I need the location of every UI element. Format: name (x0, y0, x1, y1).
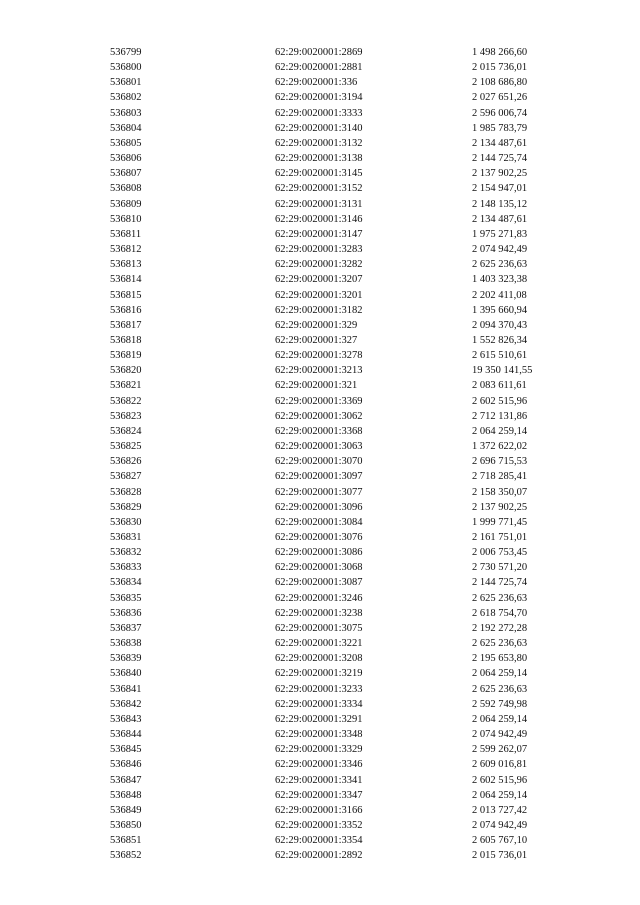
cadastral-number-cell: 62:29:0020001:3152 (275, 183, 363, 195)
table-row (110, 545, 580, 560)
table-row (110, 757, 580, 772)
cadastral-number-cell: 62:29:0020001:3329 (275, 744, 363, 756)
table-row (110, 560, 580, 575)
cadastral-number-cell: 62:29:0020001:3238 (275, 607, 363, 619)
table-row (110, 363, 580, 378)
cadastral-value-cell: 2 730 571,20 (472, 562, 528, 574)
row-id-cell: 536805 (110, 137, 142, 149)
table-row (110, 788, 580, 803)
cadastral-number-cell: 62:29:0020001:3233 (275, 683, 363, 695)
table-row (110, 151, 580, 166)
cadastral-value-cell: 2 094 370,43 (472, 319, 528, 331)
row-id-cell: 536843 (110, 713, 142, 725)
table-row (110, 454, 580, 469)
row-id-cell: 536833 (110, 562, 142, 574)
cadastral-value-cell: 2 625 236,63 (472, 259, 528, 271)
table-row (110, 712, 580, 727)
cadastral-value-cell: 1 975 271,83 (472, 228, 528, 240)
table-row (110, 530, 580, 545)
cadastral-value-cell: 1 999 771,45 (472, 516, 528, 528)
cadastral-number-cell: 62:29:0020001:3207 (275, 274, 363, 286)
row-id-cell: 536837 (110, 622, 142, 634)
table-row (110, 333, 580, 348)
cadastral-value-cell: 2 064 259,14 (472, 425, 528, 437)
cadastral-number-cell: 62:29:0020001:3070 (275, 456, 363, 468)
table-row (110, 742, 580, 757)
table-row (110, 682, 580, 697)
cadastral-number-cell: 62:29:0020001:3219 (275, 668, 363, 680)
table-row (110, 727, 580, 742)
table-row (110, 212, 580, 227)
table-row (110, 666, 580, 681)
cadastral-value-cell: 2 609 016,81 (472, 759, 528, 771)
row-id-cell: 536836 (110, 607, 142, 619)
cadastral-number-cell: 62:29:0020001:329 (275, 319, 358, 331)
cadastral-value-cell: 2 108 686,80 (472, 77, 528, 89)
row-id-cell: 536846 (110, 759, 142, 771)
cadastral-number-cell: 62:29:0020001:3348 (275, 729, 363, 741)
cadastral-value-cell: 2 015 736,01 (472, 62, 528, 74)
cadastral-value-cell: 2 599 262,07 (472, 744, 528, 756)
cadastral-number-cell: 62:29:0020001:3140 (275, 122, 363, 134)
table-row (110, 303, 580, 318)
row-id-cell: 536851 (110, 835, 142, 847)
table-row (110, 136, 580, 151)
table-row (110, 500, 580, 515)
row-id-cell: 536834 (110, 577, 142, 589)
row-id-cell: 536830 (110, 516, 142, 528)
row-id-cell: 536825 (110, 441, 142, 453)
cadastral-value-cell: 2 712 131,86 (472, 410, 528, 422)
row-id-cell: 536852 (110, 850, 142, 862)
cadastral-number-cell: 62:29:0020001:3182 (275, 304, 363, 316)
cadastral-value-cell: 2 074 942,49 (472, 729, 528, 741)
row-id-cell: 536801 (110, 77, 142, 89)
cadastral-number-cell: 62:29:0020001:3062 (275, 410, 363, 422)
cadastral-value-cell: 2 618 754,70 (472, 607, 528, 619)
row-id-cell: 536810 (110, 213, 142, 225)
table-row (110, 575, 580, 590)
row-id-cell: 536814 (110, 274, 142, 286)
cadastral-value-cell: 2 625 236,63 (472, 592, 528, 604)
cadastral-number-cell: 62:29:0020001:327 (275, 334, 358, 346)
cadastral-number-cell: 62:29:0020001:321 (275, 380, 358, 392)
cadastral-number-cell: 62:29:0020001:3221 (275, 638, 363, 650)
row-id-cell: 536813 (110, 259, 142, 271)
cadastral-value-cell: 2 592 749,98 (472, 698, 528, 710)
table-row (110, 75, 580, 90)
row-id-cell: 536848 (110, 789, 142, 801)
cadastral-number-cell: 62:29:0020001:336 (275, 77, 358, 89)
row-id-cell: 536850 (110, 819, 142, 831)
row-id-cell: 536802 (110, 92, 142, 104)
table-row (110, 818, 580, 833)
cadastral-value-cell: 2 074 942,49 (472, 819, 528, 831)
table-row (110, 257, 580, 272)
row-id-cell: 536823 (110, 410, 142, 422)
row-id-cell: 536821 (110, 380, 142, 392)
cadastral-number-cell: 62:29:0020001:3283 (275, 244, 363, 256)
row-id-cell: 536841 (110, 683, 142, 695)
cadastral-value-cell: 19 350 141,55 (472, 365, 533, 377)
cadastral-number-cell: 62:29:0020001:3194 (275, 92, 363, 104)
row-id-cell: 536824 (110, 425, 142, 437)
table-row (110, 409, 580, 424)
table-row (110, 697, 580, 712)
cadastral-number-cell: 62:29:0020001:3076 (275, 532, 363, 543)
cadastral-number-cell: 62:29:0020001:3213 (275, 365, 363, 377)
table-row (110, 651, 580, 666)
cadastral-value-cell: 2 596 006,74 (472, 107, 528, 119)
cadastral-value-cell: 2 137 902,25 (472, 168, 528, 180)
row-id-cell: 536835 (110, 592, 142, 604)
cadastral-value-cell: 2 202 411,08 (472, 289, 527, 301)
row-id-cell: 536847 (110, 774, 142, 786)
cadastral-value-cell: 1 985 783,79 (472, 122, 528, 134)
cadastral-number-cell: 62:29:0020001:3138 (275, 153, 363, 165)
cadastral-value-cell: 2 605 767,10 (472, 835, 528, 847)
table-row (110, 181, 580, 196)
cadastral-value-cell: 2 083 611,61 (472, 380, 527, 392)
cadastral-number-cell: 62:29:0020001:3368 (275, 425, 363, 437)
cadastral-value-cell: 2 615 510,61 (472, 350, 528, 362)
cadastral-number-cell: 62:29:0020001:3246 (275, 592, 363, 604)
row-id-cell: 536811 (110, 228, 142, 240)
table-row (110, 272, 580, 287)
table-row (110, 833, 580, 848)
cadastral-number-cell: 62:29:0020001:3077 (275, 486, 363, 498)
row-id-cell: 536815 (110, 289, 142, 301)
table-row (110, 90, 580, 105)
row-id-cell: 536807 (110, 168, 142, 180)
cadastral-value-cell: 2 064 259,14 (472, 789, 528, 801)
cadastral-value-cell: 2 154 947,01 (472, 183, 528, 195)
cadastral-value-cell: 1 552 826,34 (472, 334, 528, 346)
table-row (110, 621, 580, 636)
cadastral-number-cell: 62:29:0020001:3347 (275, 789, 363, 801)
cadastral-number-cell: 62:29:0020001:3354 (275, 835, 363, 847)
cadastral-value-cell: 2 696 715,53 (472, 456, 528, 468)
row-id-cell: 536822 (110, 395, 142, 407)
table-row (110, 394, 580, 409)
table-row (110, 197, 580, 212)
cadastral-value-cell: 2 134 487,61 (472, 137, 528, 149)
cadastral-number-cell: 62:29:0020001:2892 (275, 850, 363, 862)
cadastral-number-cell: 62:29:0020001:3087 (275, 577, 363, 589)
cadastral-value-cell: 2 625 236,63 (472, 638, 528, 650)
row-id-cell: 536826 (110, 456, 142, 468)
cadastral-number-cell: 62:29:0020001:3084 (275, 516, 363, 528)
cadastral-number-cell: 62:29:0020001:3341 (275, 774, 363, 786)
row-id-cell: 536799 (110, 47, 142, 58)
row-id-cell: 536804 (110, 122, 142, 134)
cadastral-value-cell: 2 006 753,45 (472, 547, 528, 559)
cadastral-value-cell: 2 718 285,41 (472, 471, 528, 483)
cadastral-number-cell: 62:29:0020001:3132 (275, 137, 363, 149)
row-id-cell: 536827 (110, 471, 142, 483)
cadastral-number-cell: 62:29:0020001:3201 (275, 289, 363, 301)
cadastral-value-cell: 2 625 236,63 (472, 683, 528, 695)
cadastral-number-cell: 62:29:0020001:3131 (275, 198, 363, 210)
cadastral-value-cell: 2 144 725,74 (472, 153, 528, 165)
cadastral-number-cell: 62:29:0020001:2869 (275, 47, 363, 58)
table-row (110, 45, 580, 60)
cadastral-value-cell: 2 064 259,14 (472, 668, 528, 680)
table-row (110, 515, 580, 530)
row-id-cell: 536840 (110, 668, 142, 680)
cadastral-value-cell: 2 148 135,12 (472, 198, 528, 210)
table-row (110, 803, 580, 818)
row-id-cell: 536820 (110, 365, 142, 377)
cadastral-number-cell: 62:29:0020001:3333 (275, 107, 363, 119)
cadastral-value-cell: 2 137 902,25 (472, 501, 528, 513)
cadastral-value-cell: 2 013 727,42 (472, 804, 528, 816)
cadastral-number-cell: 62:29:0020001:3334 (275, 698, 363, 710)
row-id-cell: 536831 (110, 532, 142, 543)
table-row (110, 773, 580, 788)
row-id-cell: 536828 (110, 486, 142, 498)
table-row (110, 348, 580, 363)
cadastral-number-cell: 62:29:0020001:3282 (275, 259, 363, 271)
cadastral-number-cell: 62:29:0020001:3166 (275, 804, 363, 816)
cadastral-number-cell: 62:29:0020001:3291 (275, 713, 363, 725)
table-row (110, 318, 580, 333)
row-id-cell: 536832 (110, 547, 142, 559)
cadastral-number-cell: 62:29:0020001:2881 (275, 62, 363, 74)
cadastral-value-cell: 1 372 622,02 (472, 441, 528, 453)
cadastral-number-cell: 62:29:0020001:3346 (275, 759, 363, 771)
row-id-cell: 536849 (110, 804, 142, 816)
row-id-cell: 536839 (110, 653, 142, 665)
table-row (110, 60, 580, 75)
table-row (110, 288, 580, 303)
cadastral-number-cell: 62:29:0020001:3075 (275, 622, 363, 634)
cadastral-number-cell: 62:29:0020001:3146 (275, 213, 363, 225)
row-id-cell: 536808 (110, 183, 142, 195)
cadastral-number-cell: 62:29:0020001:3086 (275, 547, 363, 559)
cadastral-value-cell: 1 498 266,60 (472, 47, 528, 58)
table-row (110, 121, 580, 136)
row-id-cell: 536829 (110, 501, 142, 513)
table-row (110, 106, 580, 121)
table-row (110, 227, 580, 242)
cadastral-value-cell: 2 602 515,96 (472, 774, 528, 786)
cadastral-value-table (110, 45, 580, 863)
cadastral-value-cell: 2 195 653,80 (472, 653, 528, 665)
cadastral-value-cell: 2 027 651,26 (472, 92, 528, 104)
row-id-cell: 536803 (110, 107, 142, 119)
row-id-cell: 536812 (110, 244, 142, 256)
cadastral-value-cell: 2 074 942,49 (472, 244, 528, 256)
table-row (110, 166, 580, 181)
row-id-cell: 536800 (110, 62, 142, 74)
cadastral-value-cell: 2 602 515,96 (472, 395, 528, 407)
row-id-cell: 536838 (110, 638, 142, 650)
cadastral-value-cell: 2 134 487,61 (472, 213, 528, 225)
row-id-cell: 536819 (110, 350, 142, 362)
cadastral-number-cell: 62:29:0020001:3278 (275, 350, 363, 362)
cadastral-value-cell: 2 015 736,01 (472, 850, 528, 862)
table-row (110, 469, 580, 484)
cadastral-value-cell: 1 395 660,94 (472, 304, 528, 316)
table-row (110, 848, 580, 863)
cadastral-value-cell: 2 161 751,01 (472, 532, 528, 543)
table-row (110, 591, 580, 606)
cadastral-number-cell: 62:29:0020001:3068 (275, 562, 363, 574)
cadastral-number-cell: 62:29:0020001:3096 (275, 501, 363, 513)
row-id-cell: 536817 (110, 319, 142, 331)
cadastral-number-cell: 62:29:0020001:3369 (275, 395, 363, 407)
row-id-cell: 536816 (110, 304, 142, 316)
table-row (110, 242, 580, 257)
table-row (110, 485, 580, 500)
table-row (110, 378, 580, 393)
cadastral-number-cell: 62:29:0020001:3208 (275, 653, 363, 665)
table-row (110, 606, 580, 621)
row-id-cell: 536844 (110, 729, 142, 741)
cadastral-value-cell: 2 158 350,07 (472, 486, 528, 498)
cadastral-value-cell: 2 144 725,74 (472, 577, 528, 589)
table-row (110, 424, 580, 439)
row-id-cell: 536806 (110, 153, 142, 165)
table-row (110, 636, 580, 651)
row-id-cell: 536842 (110, 698, 142, 710)
cadastral-value-cell: 1 403 323,38 (472, 274, 528, 286)
cadastral-number-cell: 62:29:0020001:3352 (275, 819, 363, 831)
cadastral-number-cell: 62:29:0020001:3147 (275, 228, 363, 240)
table-row (110, 439, 580, 454)
row-id-cell: 536845 (110, 744, 142, 756)
cadastral-number-cell: 62:29:0020001:3145 (275, 168, 363, 180)
cadastral-number-cell: 62:29:0020001:3097 (275, 471, 363, 483)
row-id-cell: 536818 (110, 334, 142, 346)
cadastral-value-cell: 2 064 259,14 (472, 713, 528, 725)
cadastral-number-cell: 62:29:0020001:3063 (275, 441, 363, 453)
row-id-cell: 536809 (110, 198, 142, 210)
cadastral-value-cell: 2 192 272,28 (472, 622, 528, 634)
